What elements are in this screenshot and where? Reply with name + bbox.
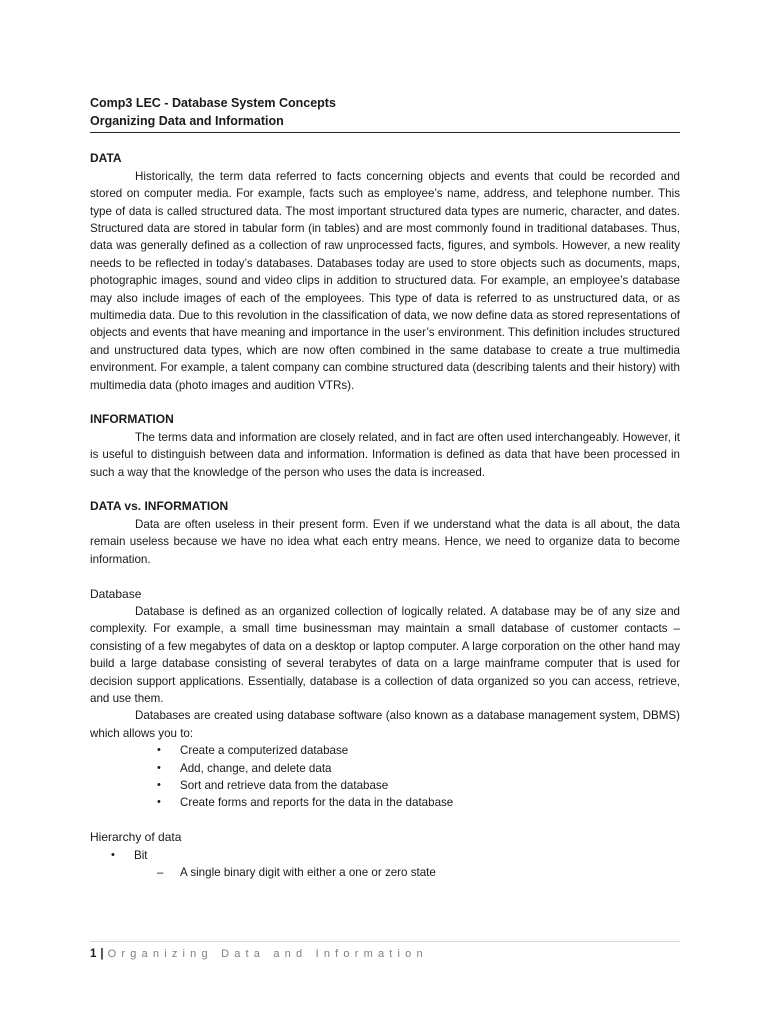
footer-separator: | [100, 948, 104, 960]
document-title: Comp3 LEC - Database System Concepts [90, 96, 336, 110]
section-heading-hierarchy: Hierarchy of data [90, 830, 182, 845]
list-item: • Create a computerized database [90, 742, 680, 759]
footer-title: Organizing Data and Information [107, 948, 428, 960]
section-body-data: Historically, the term data referred to facts concerning objects and events that could be recorded and stored on computer media. For example, facts such as employee’s name, address, and telephone number. This type of data is called structured data. The most important structured data types are numeric, character, and dates. Structured data are stored in tabular form (in tables) and are most commonly found in traditional databases. Thus, data was generally defined as a collection of raw unprocessed facts, figures, and symbols. However, a new reality needs to be reflected in today’s databases. Databases today are used to store objects such as documents, maps, photographic images, sound and video clips in addition to structured data. For example, an employee’s database may also include images of each of the employees. This type of data is referred to as unstructured data, or as multimedia data. Due to this revolution in the classification of data, we now define data as stored representations of objects and events that have meaning and importance in the user’s environment. This definition includes structured and unstructured data types, which are now often combined in the same database to create a true multimedia environment. For example, a talent company can combine structured data (describing talents and their history) with multimedia data (photo images and audition VTRs). [90, 169, 680, 392]
hierarchy-item-bit: • Bit [90, 847, 680, 864]
page-number: 1 [90, 948, 97, 960]
section-heading-information: INFORMATION [90, 412, 174, 427]
page-footer [90, 941, 680, 962]
list-item: • Add, change, and delete data [90, 760, 680, 777]
dbms-capabilities-list [90, 742, 680, 812]
section-heading-database: Database [90, 586, 142, 601]
hierarchy-subitem-bit: – A single binary digit with either a one or zero state [90, 864, 680, 881]
bullet-icon: • [157, 761, 161, 774]
bullet-icon: • [157, 796, 161, 809]
section-heading-data-vs-information: DATA vs. INFORMATION [90, 499, 229, 514]
list-item: • Create forms and reports for the data in the database [90, 794, 680, 811]
section-body-information: The terms data and information are closely related, and in fact are often used interchangeably. However, it is useful to distinguish between data and information. Information is defined as data that have been processed in such a way that the knowledge of the person who uses the data is increased. [90, 430, 680, 479]
section-body-database-1: Database is defined as an organized collection of logically related. A database may be of any size and complexity. For example, a small time businessman may maintain a small database of customer contacts – consisting of a few megabytes of data on a desktop or laptop computer. A large corporation on the other hand may build a large database consisting of several terabytes of data on a large mainframe computer that is used for decision support applications. Essentially, database is a collection of data organized so you can access, retrieve, and use them. [90, 604, 680, 705]
section-body-database-2: Databases are created using database software (also known as a database management system, DBMS) which allows you to: [90, 709, 680, 740]
section-heading-data: DATA [90, 151, 122, 166]
bullet-icon: • [157, 744, 161, 757]
document-page [90, 94, 680, 881]
section-body-data-vs-information: Data are often useless in their present form. Even if we understand what the data is all about, the data remain useless because we have no idea what each entry means. Hence, we need to organize data to become information. [90, 517, 680, 566]
bullet-icon: • [157, 778, 161, 791]
footer-divider [90, 941, 680, 942]
dash-icon: – [157, 865, 164, 879]
document-subtitle: Organizing Data and Information [90, 114, 284, 128]
bullet-icon: • [111, 848, 115, 861]
list-item: • Sort and retrieve data from the database [90, 777, 680, 794]
